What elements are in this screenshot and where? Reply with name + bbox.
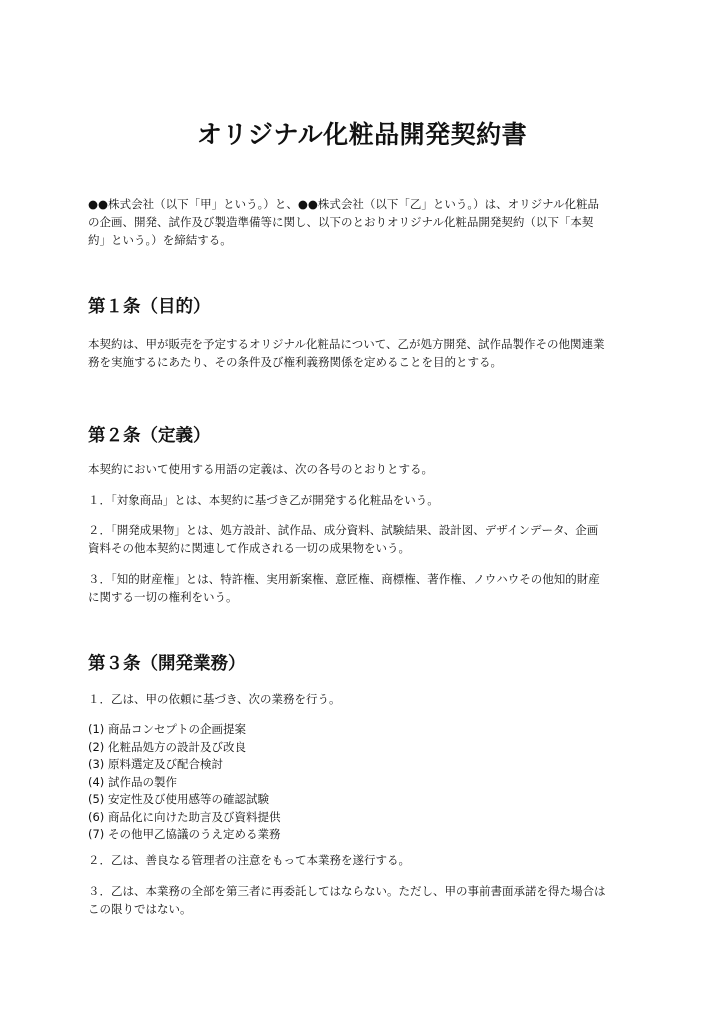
task-item: (1) 商品コンセプトの企画提案 — [88, 722, 246, 736]
article-3-clause-3: ３．乙は、本業務の全部を第三者に再委託してはならない。ただし、甲の事前書面承諾を得た場合は この限りではない。 — [88, 884, 606, 916]
article-2-item-2: ２．「開発成果物」とは、処方設計、試作品、成分資料、試験結果、設計図、デザインデータ、企画 資料その他本契約に関連して作成される一切の成果物をいう。 — [88, 523, 599, 555]
article-3-task-list — [88, 721, 648, 844]
article-2-item-1: １．「対象商品」とは、本契約に基づき乙が開発する化粧品をいう。 — [88, 493, 439, 507]
task-item: (4) 試作品の製作 — [88, 774, 177, 789]
task-item: (5) 安定性及び使用感等の確認試験 — [88, 792, 269, 806]
task-item: (3) 原料選定及び配合検討 — [88, 757, 223, 771]
task-item: (7) その他甲乙協議のうえ定める業務 — [88, 827, 281, 841]
article-3-clause-2: ２．乙は、善良なる管理者の注意をもって本業務を遂行する。 — [88, 853, 410, 867]
article-1-body: 本契約は、甲が販売を予定するオリジナル化粧品について、乙が処方開発、試作品製作その他関連業 務を実施するにあたり、その条件及び権利義務関係を定めることを目的とする。 — [88, 337, 605, 369]
article-3-heading: 第３条（開発業務） — [88, 654, 246, 674]
task-item: (2) 化粧品処方の設計及び改良 — [88, 739, 246, 754]
article-2-heading: 第２条（定義） — [88, 426, 211, 446]
article-1-heading: 第１条（目的） — [88, 297, 211, 317]
preamble-paragraph: ●●株式会社（以下「甲」という。）と、●●株式会社（以下「乙」という。）は、オリジナル化粧品 の企画、開発、試作及び製造準備等に関し、以下のとおりオリジナル化粧品開発契約（以下「本契 約」という。）を締結する。 — [88, 197, 600, 247]
article-2-item-3: ３．「知的財産権」とは、特許権、実用新案権、意匠権、商標権、著作権、ノウハウその他知的財産 に関する一切の権利をいう。 — [88, 572, 600, 604]
article-2-intro: 本契約において使用する用語の定義は、次の各号のとおりとする。 — [88, 462, 433, 476]
article-3-intro: １．乙は、甲の依頼に基づき、次の業務を行う。 — [88, 692, 341, 706]
document-title: オリジナル化粧品開発契約書 — [196, 120, 528, 149]
task-item: (6) 商品化に向けた助言及び資料提供 — [88, 809, 281, 824]
